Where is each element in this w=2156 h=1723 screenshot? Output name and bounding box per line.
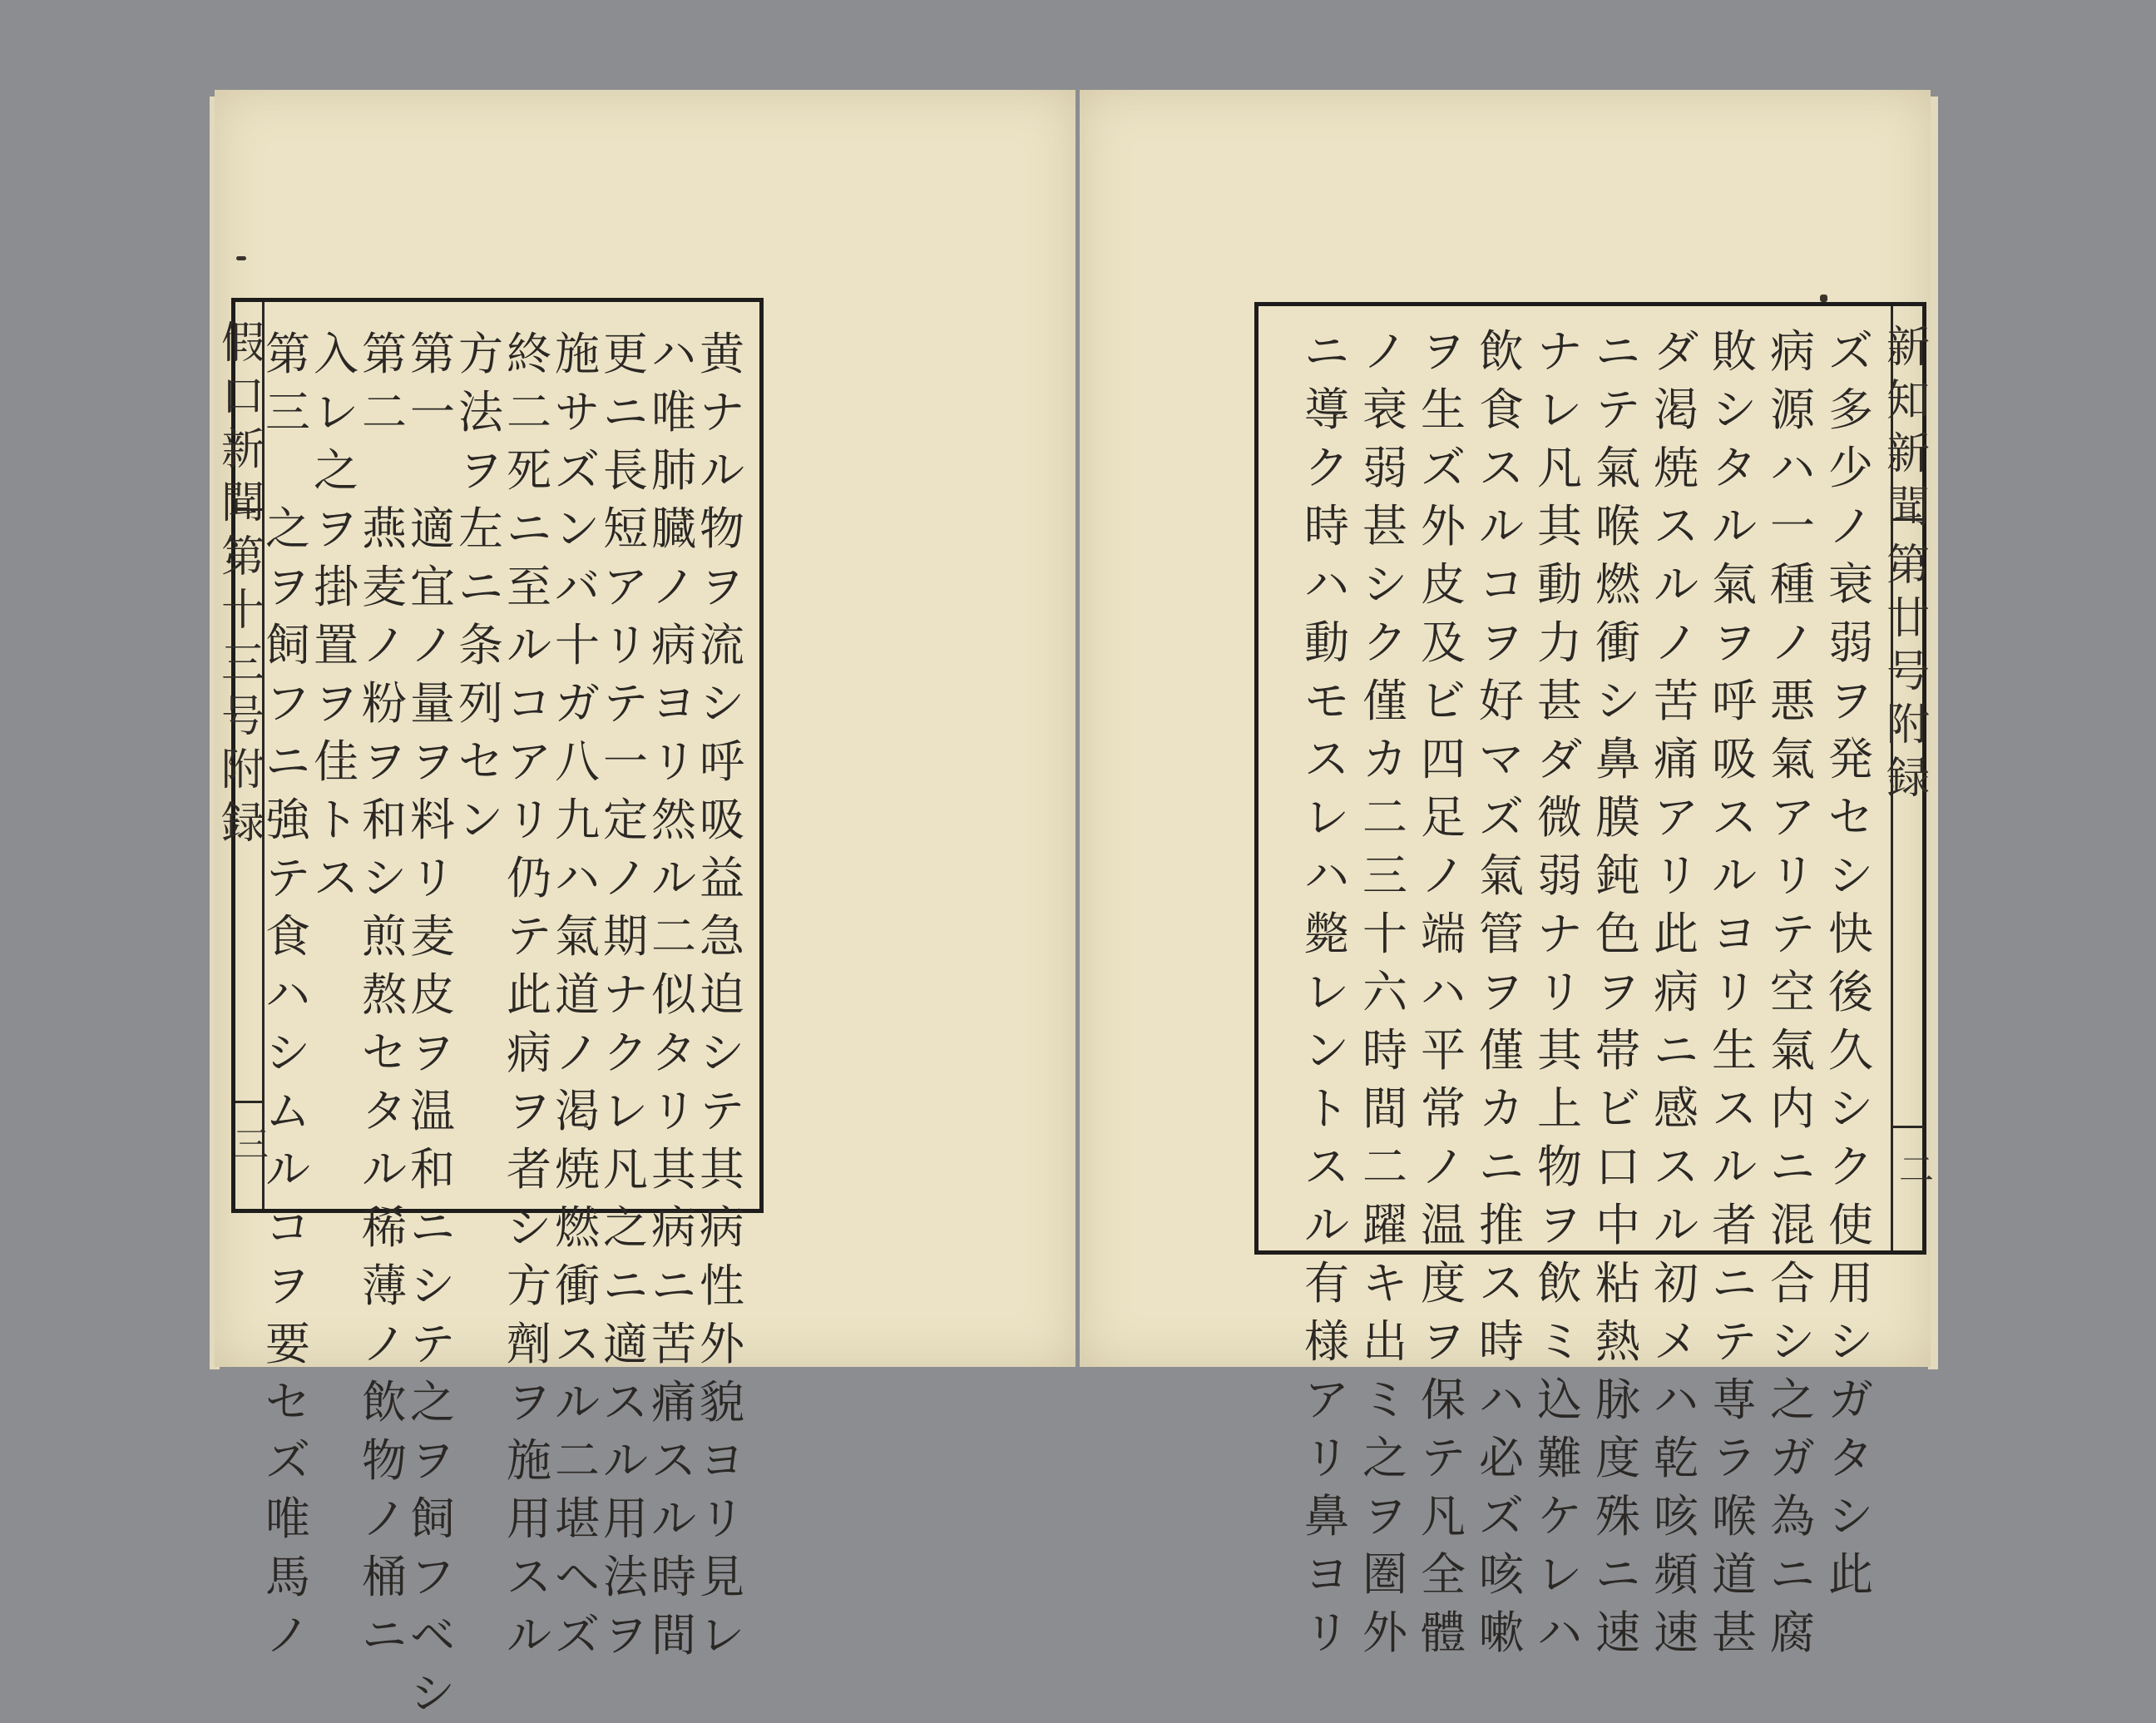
text-column: ズ 多 少 ノ 衰 弱 ヲ 発 セ シ 快 後 久 シ ク 使 用 シ ガ タ シ 此 xyxy=(1828,325,1873,1601)
text-column: 第 一 適 宜 ノ 量 ヲ 料 リ 麦 皮 ヲ 温 和 ニ シ テ 之 ヲ 飼 フ ベ シ xyxy=(410,328,455,1720)
text-column: 黄 ナ ル 物 ヲ 流 シ 呼 吸 益 急 迫 シ テ 其 病 性 外 貌 ヨ リ 見 レ xyxy=(700,328,744,1661)
margin-title: 假 口 新 聞 xyxy=(220,319,265,528)
page-number: 二 xyxy=(1899,1149,1935,1190)
text-column: ニ 導 ク 時 ハ 動 モ ス レ ハ 斃 レ ン ト ス ル 有 様 ア リ 鼻 ヨ リ xyxy=(1304,325,1349,1659)
text-column: 終 二 死 ニ 至 ル コ ア リ 仍 テ 此 病 ヲ 者 シ 方 劑 ヲ 施 用 ス ル xyxy=(507,328,551,1661)
left-text-frame xyxy=(220,298,764,1720)
text-column: 病 源 ハ 一 種 ノ 悪 氣 ア リ テ 空 氣 内 ニ 混 合 シ 之 ガ 為 ニ 腐 xyxy=(1770,325,1815,1659)
text-column: ナ レ 凡 其 動 力 甚 ダ 微 弱 ナ リ 其 上 物 ヲ 飲 ミ 込 難 ケ レ ハ xyxy=(1537,325,1582,1659)
left-page xyxy=(215,90,1076,1720)
ink-speck xyxy=(1820,295,1827,302)
text-column: ハ 唯 肺 臓 ノ 病 ヨ リ 然 ル 二 似 タ リ 其 病 ニ 苦 痛 ス ル 時 間 xyxy=(651,328,696,1661)
margin-title: 新 知 新 聞 xyxy=(1886,323,1930,532)
text-column: ヲ 生 ズ 外 皮 及 ビ 四 足 ノ 端 ハ 平 常 ノ 温 度 ヲ 保 テ 凡 全 體 xyxy=(1421,325,1466,1659)
text-column: ニ テ 氣 喉 燃 衝 シ 鼻 膜 鈍 色 ヲ 帯 ビ 口 中 粘 熱 脉 度 殊 ニ 速 xyxy=(1595,325,1640,1659)
right-text-frame xyxy=(1254,302,1935,1659)
text-column: 入 レ 之 ヲ 掛 置 ヲ 佳 ト ス xyxy=(314,328,359,904)
right-page xyxy=(1080,90,1935,1659)
text-column: 第 三 之 ヲ 飼 フ ニ 強 テ 食 ハ シ ム ル コ ヲ 要 セ ズ 唯 馬 ノ xyxy=(265,328,310,1661)
text-column: 方 法 ヲ 左 ニ 条 列 セ ン xyxy=(458,328,503,846)
text-column: 施 サ ズ ン バ 十 ガ 八 九 ハ 氣 道 ノ 渇 焼 燃 衝 ス ル 二 堪 ヘ ズ xyxy=(555,328,600,1661)
ink-speck xyxy=(236,256,246,260)
margin-issue: 第 廿 号 附 録 xyxy=(1886,541,1930,804)
margin-separator-bottom xyxy=(1891,1126,1924,1128)
margin-separator-bottom xyxy=(235,1101,262,1103)
text-column: 敗 シ タ ル 氣 ヲ 呼 吸 ス ル ヨ リ 生 ス ル 者 ニ テ 専 ラ 喉 道 甚 xyxy=(1712,325,1757,1659)
margin-issue: 第 十 三 号 附 録 xyxy=(220,532,265,849)
text-column: ダ 渇 焼 ス ル ノ 苦 痛 ア リ 此 病 ニ 感 ス ル 初 メ ハ 乾 咳 頻 速 xyxy=(1654,325,1699,1659)
text-column: 更 ニ 長 短 ア リ テ 一 定 ノ 期 ナ ク レ 凡 之 ニ 適 ス ル 用 法 ヲ xyxy=(603,328,648,1661)
text-column: 第 二 燕 麦 ノ 粉 ヲ 和 シ 煎 熬 セ タ ル 稀 薄 ノ 飲 物 ノ 桶 ニ xyxy=(362,328,407,1661)
text-column: 飲 食 ス ル コ ヲ 好 マ ズ 氣 管 ヲ 僅 カ ニ 推 ス 時 ハ 必 ズ 咳 嗽 xyxy=(1479,325,1524,1659)
text-column: ノ 衰 弱 甚 シ ク 僅 カ 二 三 十 六 時 間 二 躍 キ 出 ミ 之 ヲ 圏 外 xyxy=(1362,325,1407,1659)
page-number: 三 xyxy=(234,1124,270,1165)
